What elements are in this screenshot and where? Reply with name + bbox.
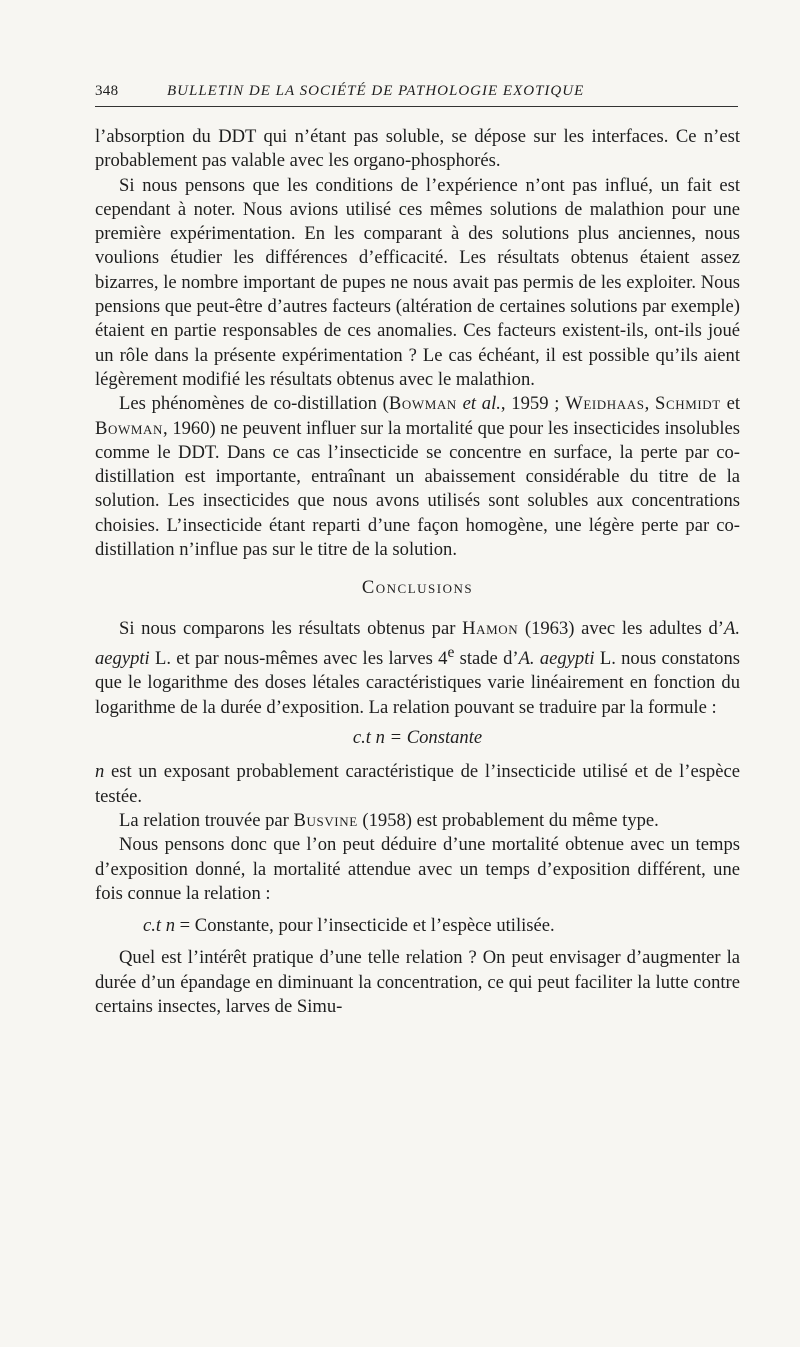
author-bowman: Bowman	[388, 393, 457, 415]
author-schmidt: Schmidt	[655, 393, 721, 415]
page-number: 348	[95, 83, 119, 99]
p4-text-5: L. nous constatons que le logarithme des doses létales caractéristiques varie linéairement en fonction du logarithme de la durée d’exposition. La relation pouvant se traduire par la formule :	[95, 648, 741, 718]
p7-text: Nous pensons donc que l’on peut déduire d’une mortalité obtenue avec un temps d’exposition donné, la mortalité attendue avec un temps d’exposition différent, une fois connue la relation :	[95, 834, 740, 904]
formula-2	[95, 914, 740, 938]
p4-text-4: stade d’	[454, 648, 519, 670]
p3-text-3: ,	[644, 393, 655, 415]
author-bowman-2: Bowman	[95, 417, 163, 439]
p5-text: est un exposant probablement caractéristique de l’insecticide utilisé et de l’espèce testée.	[95, 761, 740, 807]
p6-text-2: (1958) est probablement du même type.	[357, 809, 659, 831]
p3-text-4: et	[720, 393, 741, 415]
p3-text-2: , 1959 ;	[500, 393, 566, 415]
author-busvine: Busvine	[293, 809, 358, 831]
paragraph-5	[95, 760, 740, 809]
p4-text-2: (1963) avec les adultes d’	[518, 617, 724, 639]
p4-text-3: L. et par nous-mêmes avec les larves 4	[149, 648, 448, 670]
body-text	[95, 125, 740, 1019]
paragraph-1-text: l’absorption du DDT qui n’étant pas soluble, se dépose sur les interfaces. Ce n’est probablement pas valable avec les organo-phosphorés.	[95, 126, 740, 172]
p4-text-1: Si nous comparons les résultats obtenus par	[119, 617, 463, 639]
p8-text: Quel est l’intérêt pratique d’une telle relation ? On peut envisager d’augmenter la durée d’un épandage en diminuant la concentration, ce qui peut faciliter la lutte contre certains insectes, larves de Simu-	[95, 947, 740, 1017]
paragraph-2	[95, 174, 740, 393]
formula-2-expression: c.t n	[143, 915, 176, 937]
formula-1	[95, 726, 740, 750]
formula-2-text: = Constante, pour l’insecticide et l’espèce utilisée.	[175, 915, 555, 937]
p3-text-1: Les phénomènes de co-distillation (	[119, 393, 389, 415]
paragraph-6	[95, 809, 740, 833]
species-name-2: A. aegypti	[518, 648, 595, 670]
superscript-e: e	[447, 643, 455, 661]
paragraph-7	[95, 833, 740, 906]
author-hamon: Hamon	[462, 617, 519, 639]
p6-text-1: La relation trouvée par	[119, 809, 294, 831]
paragraph-8	[95, 946, 740, 1019]
journal-title: BULLETIN DE LA SOCIÉTÉ DE PATHOLOGIE EXOTIQUE	[167, 83, 585, 99]
paragraph-3	[95, 392, 740, 562]
section-heading-conclusions: Conclusions	[361, 577, 474, 599]
p3-text-5: , 1960) ne peuvent influer sur la mortalité que pour les insecticides insolubles comme le DDT. Dans ce cas l’insecticide se concentre en surface, la perte par co-distillation est importante, entraînant un abaissement considérable du titre de la solution. Les insecticides que nous avons utilisés sont solubles aux concentrations choisies. L’insecticide étant reparti d’une façon homogène, une légère perte par co-distillation n’influe pas sur le titre de la solution.	[95, 417, 740, 561]
paragraph-2-text: Si nous pensons que les conditions de l’expérience n’ont pas influé, un fait est cependant à noter. Nous avions utilisé ces mêmes solutions de malathion pour une première expérimentation. En les comparant à des solutions plus anciennes, nous voulions étudier les différences d’efficacité. Les résultats obtenus étaient assez bizarres, le nombre important de pupes ne nous avait pas permis de les exploiter. Nous pensions que peut-être d’autres facteurs (altération de certaines solutions par exemple) étaient en partie responsables de ces anomalies. Ces facteurs existent-ils, ont-ils joué un rôle dans la présente expérimentation ? Le cas échéant, il est possible qu’ils aient légèrement modifié les résultats obtenus avec le malathion.	[95, 174, 740, 390]
author-weidhaas: Weidhaas	[565, 393, 645, 415]
running-header	[95, 83, 738, 107]
et-al: et al.	[462, 393, 501, 415]
species-name-1: A. aegypti	[95, 617, 740, 670]
paragraph-4	[95, 617, 740, 720]
formula-1-expression: c.t n = Constante	[352, 727, 483, 749]
variable-n: n	[95, 761, 105, 783]
paragraph-1	[95, 125, 740, 174]
